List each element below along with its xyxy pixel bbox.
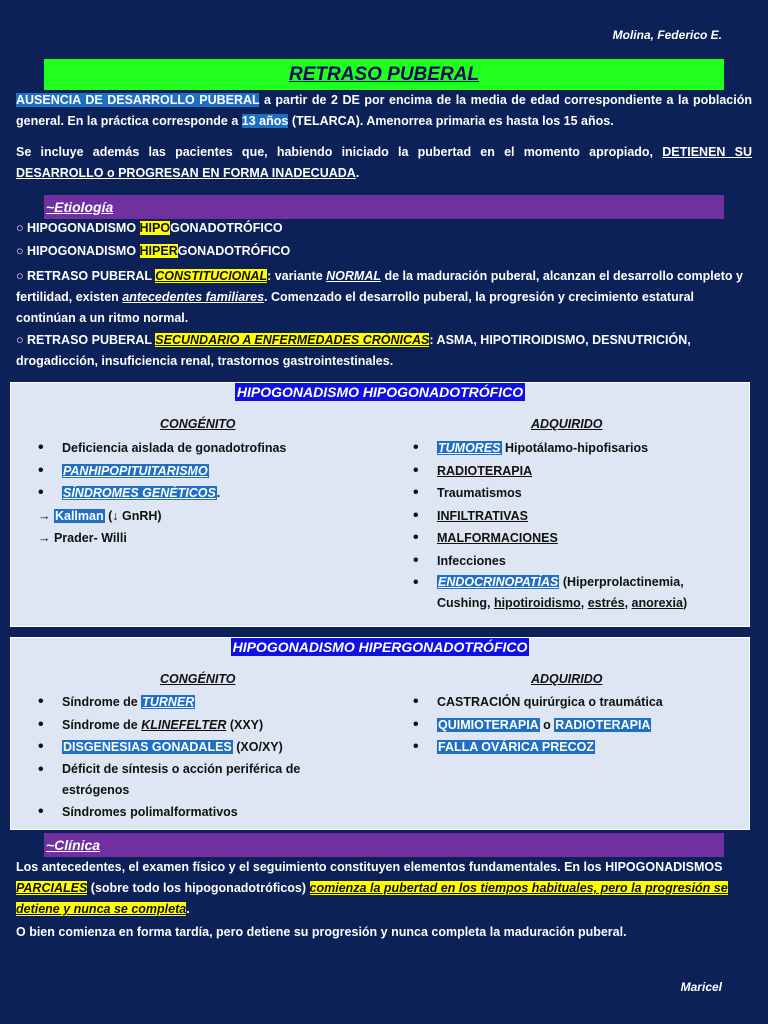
list-item (36, 482, 376, 505)
hipo-adq-7f: estrés (587, 596, 625, 610)
intro-highlight: AUSENCIA DE DESARROLLO PUBERAL (16, 93, 260, 107)
hiper-cong-1hl: TURNER (142, 695, 195, 709)
etiologia-heading-text: ~Etiología (46, 199, 114, 215)
list-item (411, 714, 741, 737)
etio3-b: : variante (267, 269, 327, 283)
intro-paragraph-1 (16, 90, 752, 132)
hipo-adq-7b: (Hiperprolactinemia, (559, 575, 684, 589)
etio4-b: : ASMA, HIPOTIROIDISMO, DESNUTRICIÓN, drogadicción, insuficiencia renal, trastornos gastrointestinales. (16, 333, 691, 368)
hipo-adq-7: ENDOCRINOPATÍAS (438, 575, 559, 589)
clinica-heading-text: ~Clínica (46, 837, 101, 853)
etiologia-item-constitucional (16, 266, 752, 329)
etio3-c: de la maduración puberal, alcanzan el desarrollo completo y fertilidad, existen (16, 269, 743, 304)
clinica-paragraph-1 (16, 857, 752, 920)
clinica-heading (44, 833, 724, 857)
hipo-adquirido-heading: ADQUIRIDO (531, 417, 603, 431)
hipo-adq-7i: ) (682, 596, 688, 610)
hipo-cong-3: SÍNDROMES GENÉTICOS (63, 486, 216, 500)
etio3-normal: NORMAL (326, 269, 382, 283)
hiper-cong-2a: Síndrome de (62, 717, 142, 732)
list-item (38, 505, 378, 528)
list-item (36, 801, 326, 824)
intro2-text-b: . (355, 166, 360, 180)
hipo-cong-1: Deficiencia aislada de gonadotrofinas (62, 441, 287, 455)
hipo-adq-7e: , (580, 596, 588, 610)
hiper-congenito-heading: CONGÉNITO (160, 672, 236, 686)
list-item (36, 437, 376, 460)
etiologia-item-secundario (16, 330, 752, 372)
list-item (411, 691, 741, 714)
intro-age-highlight: 13 años (241, 114, 289, 128)
hipo-adq-6: Infecciones (437, 553, 506, 568)
arrow-icon: → (38, 508, 51, 523)
hiper-cong-2u: KLINEFELTER (141, 717, 227, 732)
hipo-cong-3-dot: . (216, 486, 221, 500)
etio3-d: . Comenzado el desarrollo puberal, la progresión y crecimiento estatural continúan a un ritmo normal. (16, 290, 695, 325)
hiper-adq-1: CASTRACIÓN quirúrgica o traumática (437, 695, 663, 709)
hipo-adq-5: MALFORMACIONES (437, 531, 558, 545)
list-item (411, 572, 741, 614)
hipo-prader: → Prader- Willi (38, 531, 127, 545)
list-item (411, 437, 741, 460)
hipo-congenito-heading: CONGÉNITO (160, 417, 236, 431)
hipo-adq-1b: Hipotálamo-hipofisarios (501, 441, 649, 455)
hipo-adq-4: INFILTRATIVAS (437, 508, 528, 523)
hiper-cong-2b: (XXY) (226, 717, 264, 732)
list-item (411, 460, 741, 483)
hiper-adq-2hl2: RADIOTERAPIA (555, 717, 651, 732)
hipo-congenito-list (36, 437, 376, 550)
hipergonadotrofico-box (10, 637, 750, 830)
intro-text-b: (TELARCA). Amenorrea primaria es hasta los 15 años. (288, 114, 614, 128)
etio1-a: ○ HIPOGONADISMO (16, 221, 140, 235)
footer-signature: Maricel (680, 980, 722, 994)
clinica-p1-c: . (186, 902, 190, 916)
list-item (36, 460, 376, 483)
hiper-adquirido-list (411, 691, 741, 759)
hipo-box-title-text: HIPOGONADISMO HIPOGONADOTRÓFICO (236, 384, 524, 400)
etio4-a: ○ RETRASO PUBERAL (16, 333, 156, 347)
clinica-p1-a: Los antecedentes, el examen físico y el seguimiento constituyen elementos fundamentales. En los HIPOGONADISMOS (16, 860, 723, 874)
hiper-adq-2hl: QUIMIOTERAPIA (438, 717, 539, 732)
hipo-adq-7d: hipotiroidismo (493, 596, 581, 610)
hipo-box-title (11, 384, 749, 402)
list-item (411, 482, 741, 505)
etiologia-item-hipogonadotrofico (16, 218, 752, 239)
hipogonadotrofico-box (10, 382, 750, 627)
hiper-adq-2o: o (539, 717, 555, 732)
etio3-antecedentes: antecedentes familiares (122, 290, 265, 304)
clinica-parciales: PARCIALES (16, 881, 88, 895)
list-item (36, 714, 326, 737)
etiologia-item-hipergonadotrofico (16, 241, 752, 262)
hipo-kallman: Kallman (54, 508, 104, 523)
hiper-adq-3hl: FALLA OVÁRICA PRECOZ (438, 740, 595, 754)
list-item (36, 736, 326, 759)
etio3-a: ○ RETRASO PUBERAL (16, 269, 156, 283)
clinica-paragraph-2: O bien comienza en forma tardía, pero detiene su progresión y nunca completa la maduración puberal. (16, 925, 627, 939)
hipo-adquirido-list (411, 437, 741, 614)
page-title: RETRASO PUBERAL (44, 59, 724, 90)
list-item (411, 736, 741, 759)
hiper-cong-1a: Síndrome de (62, 695, 142, 709)
etio2-a: ○ HIPOGONADISMO (16, 244, 140, 258)
hiper-cong-4: Déficit de síntesis o acción periférica de estrógenos (62, 761, 301, 797)
list-item (411, 527, 741, 550)
hipo-kallman-b: (↓ GnRH) (104, 508, 162, 523)
intro-text-a: a partir de 2 DE por encima de la media de edad correspondiente a la población general. En la práctica corresponde a (16, 93, 752, 128)
list-item (411, 505, 741, 528)
clinica-p1-highlight: comienza la pubertad en los tiempos habituales, pero la progresión se detiene y nunca se completa (16, 881, 728, 916)
hiper-cong-3hl: DISGENESIAS GONADALES (63, 740, 232, 754)
list-item (38, 527, 378, 550)
hipo-adq-7h: anorexia (631, 596, 683, 610)
hiper-box-title-text: HIPOGONADISMO HIPERGONADOTRÓFICO (232, 639, 528, 655)
list-item (36, 691, 326, 714)
etio3-hl: CONSTITUCIONAL (155, 269, 268, 283)
hiper-box-title (11, 639, 749, 657)
hipo-adq-3: Traumatismos (437, 486, 522, 500)
hipo-cong-2: PANHIPOPITUITARISMO (63, 463, 208, 478)
hiper-cong-5: Síndromes polimalformativos (62, 804, 238, 819)
hipo-adq-7c: Cushing, (437, 596, 494, 610)
author-name: Molina, Federico E. (612, 28, 722, 42)
hiper-congenito-list (36, 691, 326, 823)
etio2-b: GONADOTRÓFICO (177, 244, 291, 258)
list-item (36, 759, 326, 801)
etio1-hl: HIPO (139, 221, 171, 235)
list-item (411, 550, 741, 573)
hiper-adquirido-heading: ADQUIRIDO (531, 672, 603, 686)
etiologia-heading (44, 195, 724, 219)
intro2-underlined: DETIENEN SU DESARROLLO o PROGRESAN EN FORMA INADECUADA (16, 145, 752, 180)
clinica-p1-b: (sobre todo los hipogonadotróficos) (87, 881, 310, 895)
etio4-hl: SECUNDARIO A ENFERMEDADES CRÓNICAS (155, 333, 430, 347)
intro-paragraph-2 (16, 142, 752, 184)
hipo-adq-1: TUMORES (438, 441, 501, 455)
hiper-cong-3b: (XO/XY) (232, 740, 283, 754)
intro2-text-a: Se incluye además las pacientes que, habiendo iniciado la pubertad en el momento apropiado, (16, 145, 663, 159)
hipo-adq-2: RADIOTERAPIA (437, 463, 533, 478)
etio1-b: GONADOTRÓFICO (170, 221, 283, 235)
etio2-hl: HIPER (139, 244, 178, 258)
hipo-adq-7g: , (624, 596, 632, 610)
